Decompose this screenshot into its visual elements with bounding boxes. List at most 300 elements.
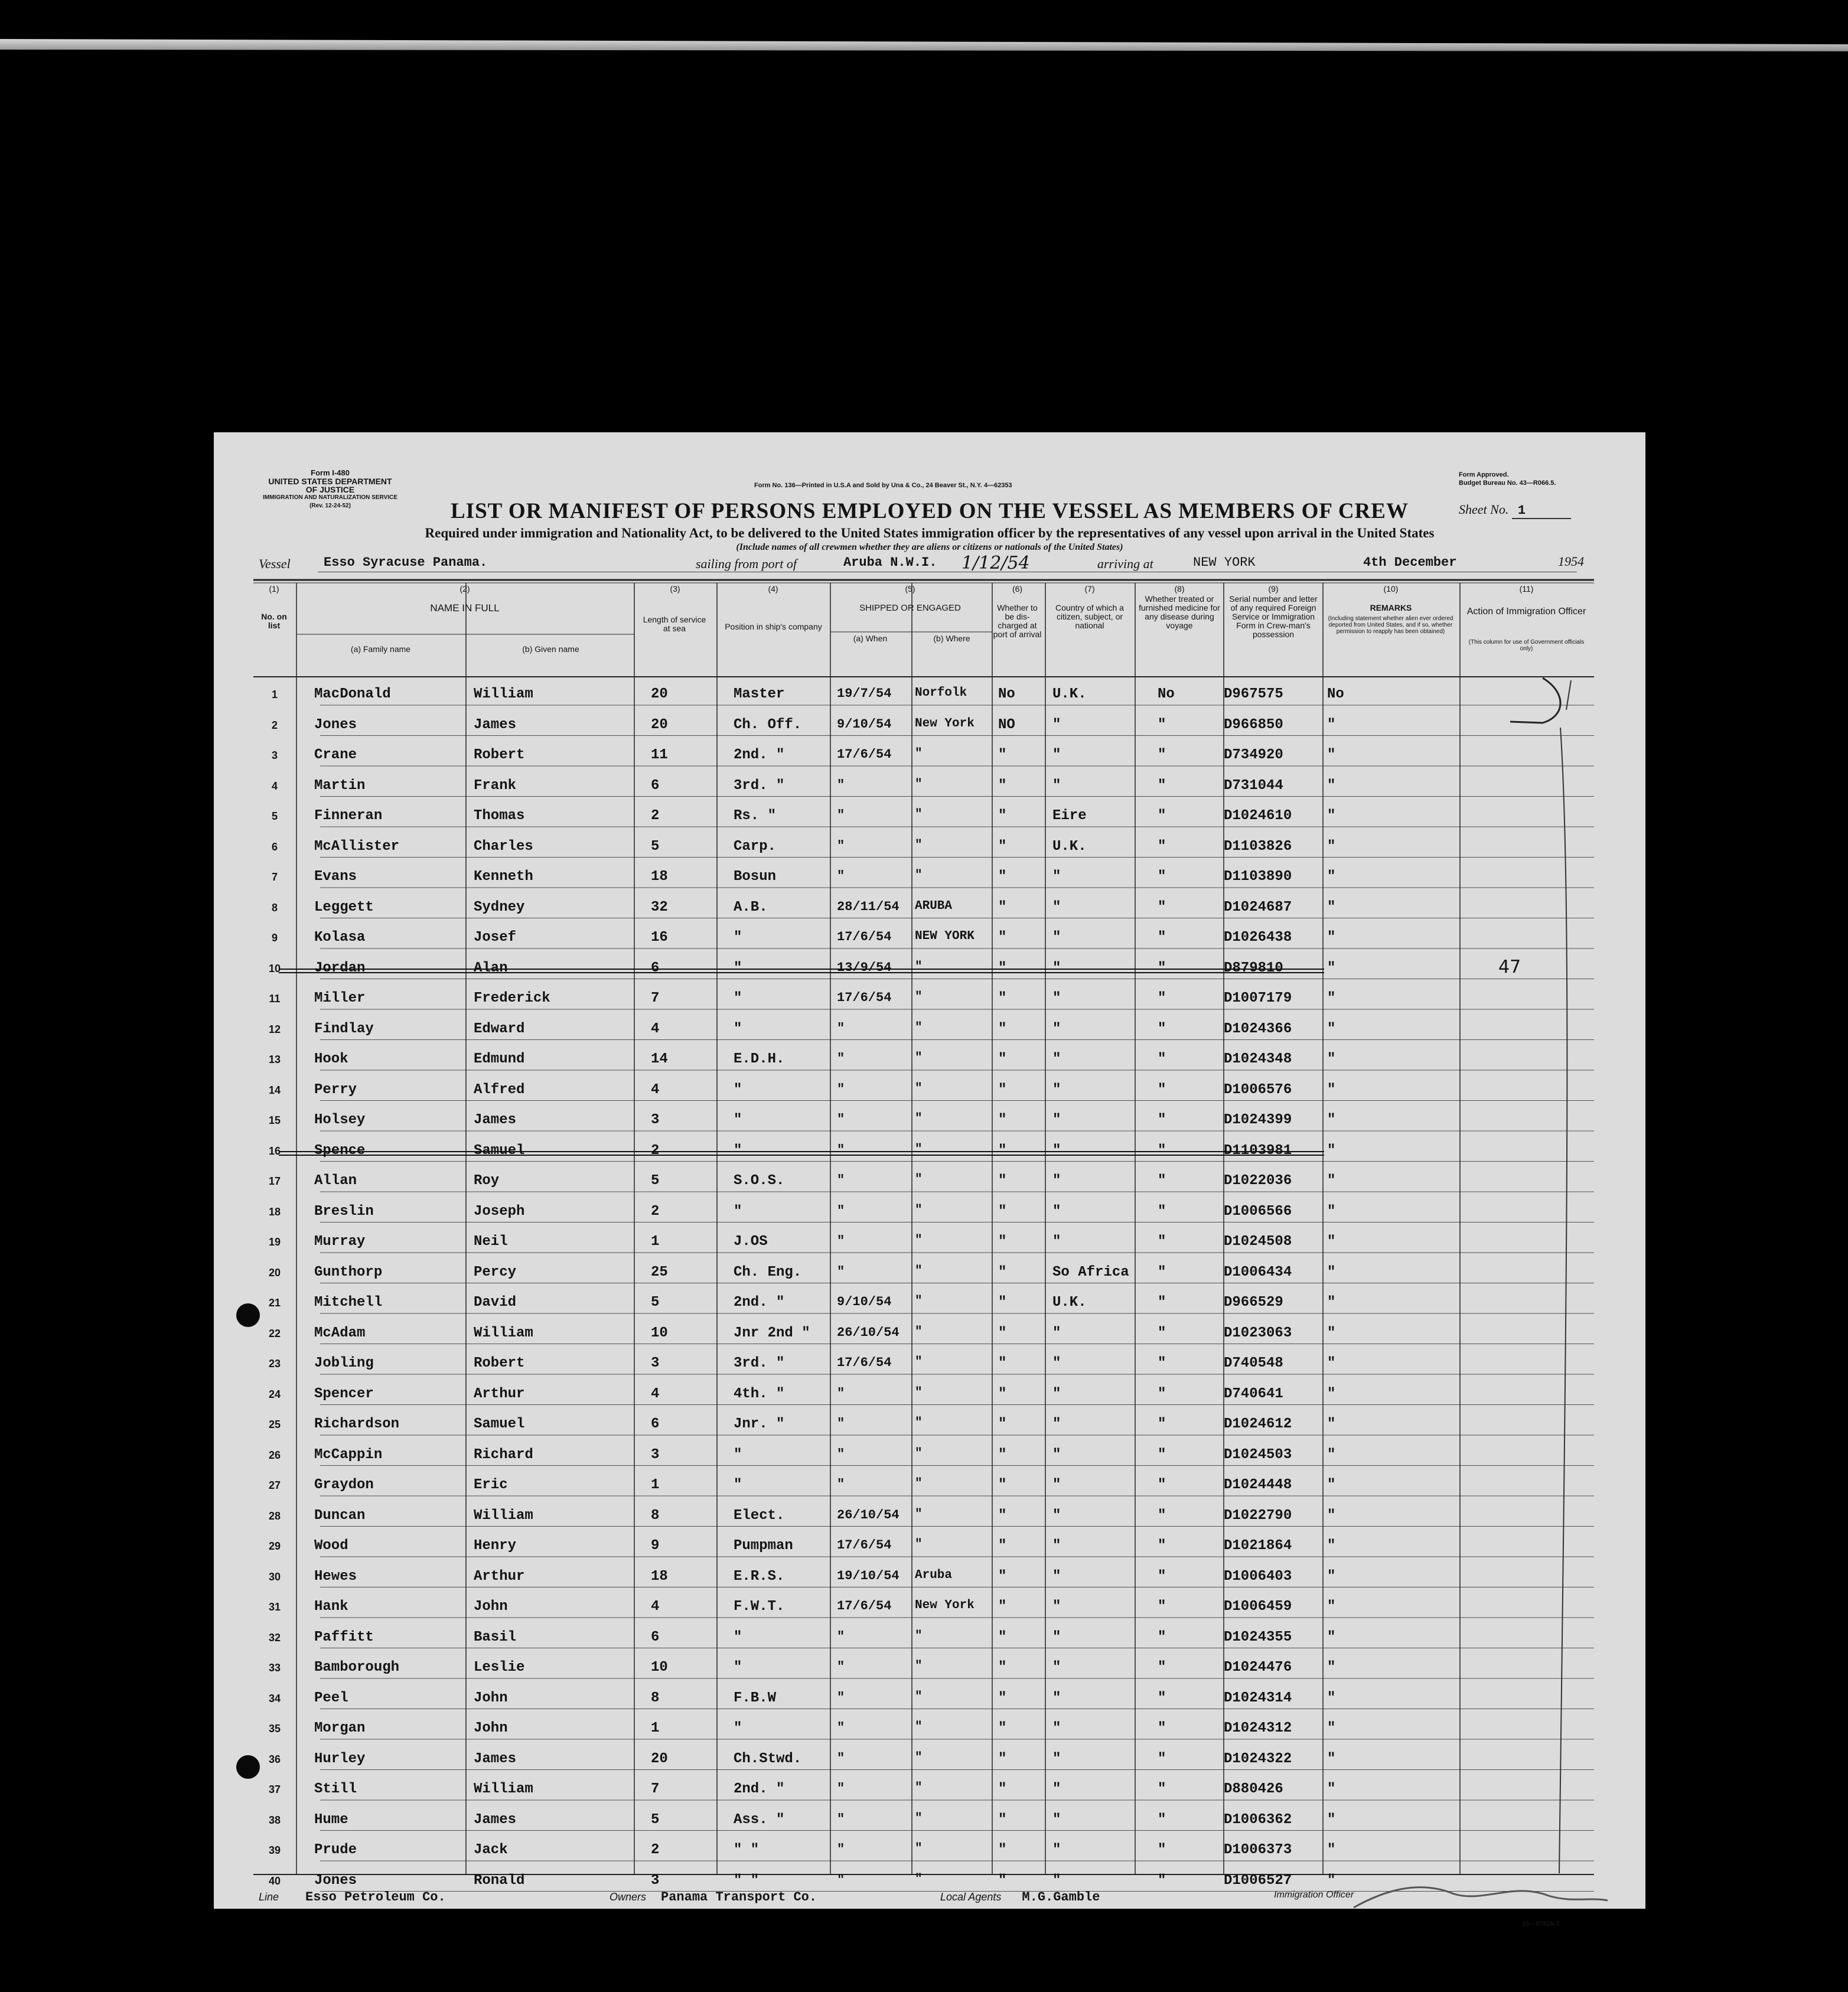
cell-ctry: " <box>1052 1538 1061 1554</box>
col-num-1: (1) <box>269 584 279 594</box>
cell-when: " <box>837 808 845 823</box>
cell-where: " <box>915 1507 923 1521</box>
cell-rem: " <box>1327 899 1336 915</box>
cell-fam: Murray <box>314 1234 366 1250</box>
cell-dis: " <box>998 1325 1007 1341</box>
cell-pos: " <box>734 1629 742 1645</box>
cell-med: " <box>1158 1477 1166 1493</box>
cell-med: " <box>1158 777 1166 794</box>
cell-ctry: " <box>1052 930 1061 946</box>
row-number: 37 <box>268 1784 281 1795</box>
cell-med: " <box>1158 990 1166 1006</box>
row-number: 4 <box>271 780 278 792</box>
row-number: 5 <box>271 810 278 822</box>
cell-pos: 3rd. " <box>734 777 785 794</box>
cell-ser: D1022790 <box>1224 1507 1292 1524</box>
col-head-action: Action of Immigration Officer <box>1466 607 1586 617</box>
row-number: 30 <box>268 1570 281 1583</box>
cell-pos: " <box>734 1446 742 1463</box>
cell-where: " <box>915 1385 923 1400</box>
row-number: 36 <box>268 1753 281 1765</box>
cell-len: 20 <box>651 716 668 733</box>
cell-fam: McAdam <box>314 1325 366 1341</box>
col-head-where: (b) Where <box>933 634 970 643</box>
cell-dis: " <box>998 1568 1007 1585</box>
row-number: 39 <box>268 1844 281 1856</box>
cell-dis: " <box>998 1264 1007 1280</box>
cell-fam: Hook <box>314 1051 348 1067</box>
cell-rem: " <box>1327 1629 1336 1645</box>
cell-ctry: " <box>1052 1477 1061 1493</box>
cell-giv: Arthur <box>474 1568 525 1585</box>
col-num-2: (2) <box>459 584 470 594</box>
cell-pos: Pumpman <box>734 1538 793 1554</box>
cell-when: " <box>837 1629 845 1644</box>
col-num-9: (9) <box>1268 584 1279 594</box>
printer-line: Form No. 136—Printed in U.S.A and Sold by Una & Co., 24 Beaver St., N.Y. 4—62353 <box>754 482 1012 489</box>
cell-ser: D966850 <box>1224 716 1283 733</box>
cell-giv: Arthur <box>474 1385 525 1402</box>
cell-dis: " <box>998 1538 1007 1554</box>
cell-giv: Sydney <box>474 899 525 915</box>
cell-dis: " <box>998 747 1007 763</box>
cell-giv: William <box>474 686 533 702</box>
cell-fam: Wood <box>314 1538 348 1554</box>
row-number: 22 <box>268 1327 281 1339</box>
row-number: 1 <box>271 689 278 700</box>
cell-ctry: " <box>1052 1720 1061 1736</box>
cell-rem: " <box>1327 1507 1336 1524</box>
cell-dis: " <box>998 1599 1007 1615</box>
cell-dis: " <box>998 1811 1007 1828</box>
cell-giv: Henry <box>474 1538 517 1554</box>
cell-ctry: " <box>1052 1081 1061 1098</box>
cell-where: " <box>915 1781 923 1795</box>
cell-ctry: " <box>1052 1842 1061 1858</box>
cell-when: 17/6/54 <box>837 747 892 762</box>
cell-rem: " <box>1327 1385 1336 1402</box>
cell-pos: " <box>734 960 742 976</box>
col-head-medicine: Whether treated or furnished medicine for any disease during voyage <box>1139 594 1220 630</box>
cell-fam: Hurley <box>314 1750 366 1767</box>
cell-dis: " <box>998 1081 1007 1098</box>
sailing-port: Aruba N.W.I. <box>843 555 937 570</box>
cell-ctry: U.K. <box>1052 686 1087 702</box>
col-head-name: NAME IN FULL <box>430 602 500 614</box>
cell-dis: " <box>998 930 1007 946</box>
cell-rem: " <box>1327 1264 1336 1280</box>
cell-giv: William <box>474 1507 533 1524</box>
cell-rem: " <box>1327 1842 1336 1858</box>
cell-fam: Jones <box>314 1872 357 1889</box>
cell-when: 17/6/54 <box>837 930 892 944</box>
footer-officer <box>1274 1890 1354 1900</box>
cell-dis: " <box>998 869 1007 885</box>
cell-len: 7 <box>651 1781 660 1797</box>
line-value: Esso Petroleum Co. <box>305 1890 446 1905</box>
cell-rem: " <box>1327 930 1336 946</box>
cell-rem: " <box>1327 1051 1336 1067</box>
cell-rem: " <box>1327 1416 1336 1432</box>
service: IMMIGRATION AND NATURALIZATION SERVICE <box>263 494 397 501</box>
cell-ser: D1006576 <box>1224 1081 1292 1098</box>
cell-pos: Carp. <box>734 838 777 855</box>
col-head-country: Country of which a citizen, subject, or national <box>1055 603 1124 630</box>
cell-giv: Jack <box>474 1842 508 1858</box>
row-number: 16 <box>268 1145 281 1157</box>
cell-where: " <box>915 1811 923 1825</box>
cell-pos: Ass. " <box>734 1811 785 1828</box>
col-head-given: (b) Given name <box>522 644 579 654</box>
cell-rem: " <box>1327 1112 1336 1128</box>
cell-where: Aruba <box>915 1568 953 1582</box>
cell-ctry: Eire <box>1052 808 1087 824</box>
cell-ser: D1006566 <box>1224 1203 1292 1220</box>
cell-dis: " <box>998 808 1007 824</box>
row-number: 23 <box>268 1358 281 1370</box>
cell-ser: D1024612 <box>1224 1416 1292 1432</box>
cell-when: 28/11/54 <box>837 899 899 914</box>
cell-pos: A.B. <box>734 899 768 915</box>
col-head-remarks-note: (Including statement whether alien ever ordered deported from United States, and if so, whether permission to reapply has been obtained) <box>1328 615 1453 635</box>
cell-ser: D1006362 <box>1224 1811 1292 1828</box>
crew-manifest-sheet <box>214 432 1645 1928</box>
cell-where: " <box>915 777 923 791</box>
cell-ctry: " <box>1052 1446 1061 1463</box>
cell-ser: D1024399 <box>1224 1112 1292 1128</box>
cell-pos: Bosun <box>734 869 777 885</box>
cell-ctry: " <box>1052 1750 1061 1767</box>
cell-rem: " <box>1327 808 1336 824</box>
row-number: 40 <box>268 1874 281 1887</box>
cell-when: 9/10/54 <box>837 716 892 732</box>
cell-where: " <box>915 1750 923 1765</box>
cell-dis: " <box>998 1416 1007 1432</box>
cell-len: 4 <box>651 1385 660 1402</box>
cell-len: 8 <box>651 1507 660 1524</box>
cell-med: " <box>1158 1599 1166 1615</box>
cell-pos: 2nd. " <box>734 747 785 763</box>
cell-fam: Holsey <box>314 1112 366 1128</box>
cell-where: " <box>915 1264 923 1278</box>
cell-dis: NO <box>998 716 1015 733</box>
cell-rem: " <box>1327 777 1336 794</box>
row-number: 31 <box>268 1601 281 1613</box>
cell-med: " <box>1158 1660 1166 1675</box>
cell-ser: D731044 <box>1224 777 1283 794</box>
cell-fam: Jobling <box>314 1355 374 1371</box>
cell-fam: Graydon <box>314 1477 374 1493</box>
budget-bureau: Budget Bureau No. 43—R066.5. <box>1459 480 1556 487</box>
cell-med: " <box>1158 747 1166 763</box>
cell-fam: Hume <box>314 1811 348 1828</box>
cell-med: " <box>1158 1234 1166 1250</box>
cell-fam: Jones <box>314 716 357 733</box>
cell-len: 4 <box>651 1599 660 1615</box>
cell-pos: S.O.S. <box>734 1173 785 1189</box>
cell-rem: " <box>1327 1781 1336 1797</box>
cell-fam: Jordan <box>314 960 366 976</box>
row-number: 25 <box>268 1419 281 1430</box>
cell-where: " <box>915 1203 923 1217</box>
footer-line <box>259 1890 446 1905</box>
officer-signature <box>1354 1887 1608 1908</box>
footer-owners <box>610 1890 817 1905</box>
cell-where: " <box>915 1842 923 1856</box>
cell-med: " <box>1158 1507 1166 1524</box>
cell-pos: Ch. Eng. <box>734 1264 802 1280</box>
cell-giv: Percy <box>474 1264 517 1280</box>
cell-rem: " <box>1327 1142 1336 1159</box>
cell-giv: Neil <box>474 1234 508 1250</box>
cell-dis: " <box>998 1629 1007 1645</box>
cell-where: " <box>915 747 923 761</box>
cell-ctry: " <box>1052 1872 1061 1889</box>
cell-giv: Kenneth <box>474 869 533 885</box>
cell-ser: D1024503 <box>1224 1446 1292 1463</box>
cell-dis: " <box>998 1720 1007 1736</box>
cell-ser: D1021864 <box>1224 1538 1292 1554</box>
cell-when: " <box>837 1720 845 1735</box>
cell-dis: " <box>998 777 1007 794</box>
row-number: 13 <box>268 1054 281 1065</box>
cell-len: 5 <box>651 1295 660 1310</box>
cell-len: 32 <box>651 899 668 915</box>
cell-med: " <box>1158 1112 1166 1128</box>
cell-ctry: " <box>1052 747 1061 763</box>
cell-ser: D1024448 <box>1224 1477 1292 1493</box>
cell-len: 14 <box>651 1051 668 1067</box>
cell-when: " <box>837 1781 845 1796</box>
col-head-action-note: (This column for use of Government officials only) <box>1468 639 1585 652</box>
cell-len: 10 <box>651 1325 668 1341</box>
cell-where: " <box>915 1295 923 1308</box>
row-number: 21 <box>268 1297 281 1309</box>
cell-where: " <box>915 1112 923 1126</box>
cell-fam: Still <box>314 1781 357 1797</box>
col-head-no: No. on list <box>261 612 287 630</box>
cell-pos: " <box>734 1477 742 1493</box>
cell-ctry: " <box>1052 1416 1061 1432</box>
cell-len: 3 <box>651 1872 660 1889</box>
cell-ser: D1024610 <box>1224 808 1292 824</box>
cell-ser: D1006434 <box>1224 1264 1292 1280</box>
row-number: 7 <box>271 871 278 883</box>
cell-ctry: " <box>1052 777 1061 794</box>
cell-dis: " <box>998 838 1007 855</box>
cell-med: " <box>1158 1295 1166 1310</box>
row-number: 20 <box>268 1266 281 1279</box>
cell-ctry: So Africa <box>1052 1264 1129 1280</box>
cell-med: " <box>1158 1750 1166 1767</box>
cell-med: " <box>1158 1720 1166 1736</box>
cell-len: 20 <box>651 686 668 702</box>
footer-code: 16—67828-1 <box>1522 1921 1560 1928</box>
cell-med: No <box>1158 686 1175 702</box>
cell-len: 3 <box>651 1446 660 1463</box>
cell-fam: Spence <box>314 1142 366 1159</box>
cell-dis: " <box>998 1112 1007 1128</box>
cell-when: 17/6/54 <box>837 990 892 1005</box>
cell-giv: Robert <box>474 747 525 763</box>
cell-rem: " <box>1327 1660 1336 1675</box>
cell-pos: Rs. " <box>734 808 777 824</box>
sheet-number: 1 <box>1512 503 1571 519</box>
cell-rem: " <box>1327 1720 1336 1736</box>
cell-ctry: U.K. <box>1052 1295 1087 1310</box>
cell-med: " <box>1158 899 1166 915</box>
cell-when: 17/6/54 <box>837 1538 892 1553</box>
col-num-7: (7) <box>1084 584 1095 594</box>
cell-where: " <box>915 1325 923 1339</box>
cell-ser: D1024312 <box>1224 1720 1292 1736</box>
cell-where: " <box>915 1872 923 1886</box>
cell-when: " <box>837 1811 845 1827</box>
col-head-length: Length of service at sea <box>643 615 706 633</box>
col-num-11: (11) <box>1519 584 1534 594</box>
row-number: 10 <box>268 962 281 974</box>
cell-pos: " <box>734 1720 742 1736</box>
cell-dis: " <box>998 1872 1007 1889</box>
cell-pos: 2nd. " <box>734 1781 785 1797</box>
cell-giv: Charles <box>474 838 533 855</box>
cell-len: 5 <box>651 838 660 855</box>
cell-ctry: " <box>1052 1173 1061 1189</box>
action-bracket-mark <box>1510 678 1560 723</box>
cell-dis: " <box>998 1385 1007 1402</box>
cell-dis: " <box>998 990 1007 1006</box>
cell-len: 8 <box>651 1690 660 1706</box>
cell-ctry: " <box>1052 1660 1061 1675</box>
cell-fam: MacDonald <box>314 686 391 702</box>
line-label: Line <box>259 1891 279 1903</box>
cell-len: 16 <box>651 930 668 946</box>
cell-pos: 3rd. " <box>734 1355 785 1371</box>
row-number: 32 <box>268 1631 281 1644</box>
row-number: 35 <box>268 1723 281 1735</box>
cell-when: " <box>837 1112 845 1127</box>
cell-dis: " <box>998 1021 1007 1037</box>
col-num-3: (3) <box>670 584 680 594</box>
cell-med: " <box>1158 1021 1166 1037</box>
cell-len: 18 <box>651 869 668 885</box>
cell-giv: James <box>474 1112 517 1128</box>
cell-fam: Crane <box>314 747 357 763</box>
row-number: 18 <box>268 1205 281 1218</box>
cell-len: 6 <box>651 960 660 976</box>
cell-pos: Ch. Off. <box>734 716 802 733</box>
cell-dis: " <box>998 1203 1007 1220</box>
cell-rem: " <box>1327 1173 1336 1189</box>
cell-rem: " <box>1327 1295 1336 1310</box>
cell-when: " <box>837 1842 845 1857</box>
cell-pos: " <box>734 1021 742 1037</box>
cell-where: " <box>915 1234 923 1247</box>
cell-where: " <box>915 1690 923 1704</box>
cell-fam: Bamborough <box>314 1660 400 1675</box>
row-number: 19 <box>268 1236 281 1248</box>
document-subtitle: Required under immigration and Nationality Act, to be delivered to the United States immigration officer by the representatives of any vessel upon arrival in the United States <box>425 526 1435 540</box>
cell-pos: " <box>734 1660 742 1675</box>
cell-dis: " <box>998 1446 1007 1463</box>
vessel-name: Esso Syracuse Panama. <box>324 555 488 570</box>
cell-fam: Paffitt <box>314 1629 374 1645</box>
row-number: 24 <box>268 1388 281 1400</box>
row-number: 38 <box>268 1814 281 1826</box>
cell-where: NEW YORK <box>915 930 974 943</box>
cell-when: 17/6/54 <box>837 1599 892 1613</box>
cell-when: 9/10/54 <box>837 1295 892 1309</box>
cell-med: " <box>1158 1872 1166 1889</box>
cell-rem: " <box>1327 1690 1336 1706</box>
sheet-label: Sheet No. <box>1459 502 1509 517</box>
cell-med: " <box>1158 1051 1166 1067</box>
cell-where: " <box>915 838 923 852</box>
cell-fam: Allan <box>314 1173 357 1189</box>
cell-rem: No <box>1327 686 1344 702</box>
cell-fam: Mitchell <box>314 1295 383 1310</box>
cell-rem: " <box>1327 1872 1336 1889</box>
cell-ctry: " <box>1052 1142 1061 1159</box>
cell-where: ARUBA <box>915 899 953 913</box>
cell-ser: D1022036 <box>1224 1173 1292 1189</box>
handwritten-marks <box>214 432 1645 1909</box>
cell-med: " <box>1158 1203 1166 1220</box>
cell-where: " <box>915 1416 923 1430</box>
cell-ctry: " <box>1052 1629 1061 1645</box>
cell-when: " <box>837 869 845 883</box>
col-num-4: (4) <box>768 584 778 594</box>
cell-len: 11 <box>651 747 668 763</box>
cell-when: " <box>837 1750 845 1766</box>
col-head-family: (a) Family name <box>350 644 411 654</box>
cell-rem: " <box>1327 1750 1336 1767</box>
cell-med: " <box>1158 1142 1166 1159</box>
cell-ser: D1026438 <box>1224 930 1292 946</box>
cell-len: 4 <box>651 1021 660 1037</box>
cell-when: " <box>837 1051 845 1066</box>
cell-fam: Morgan <box>314 1720 366 1736</box>
cell-rem: " <box>1327 990 1336 1006</box>
cell-when: " <box>837 1385 845 1401</box>
arriving-label: arriving at <box>1097 556 1153 571</box>
cell-med: " <box>1158 1325 1166 1341</box>
col-num-5: (5) <box>905 584 915 594</box>
cell-where: " <box>915 869 923 882</box>
cell-ser: D734920 <box>1224 747 1283 763</box>
cell-where: New York <box>915 1599 974 1612</box>
cell-giv: Samuel <box>474 1416 525 1432</box>
cell-ser: D1006403 <box>1224 1568 1292 1585</box>
row-number: 6 <box>271 840 278 853</box>
cell-ser: D1103826 <box>1224 838 1292 855</box>
cell-fam: Martin <box>314 777 366 794</box>
cell-where: " <box>915 1355 923 1369</box>
cell-ser: D740548 <box>1224 1355 1283 1371</box>
row-number: 15 <box>268 1114 281 1126</box>
cell-len: 6 <box>651 1629 660 1645</box>
cell-fam: Kolasa <box>314 930 366 946</box>
cell-med: " <box>1158 1446 1166 1463</box>
cell-pos: Elect. <box>734 1507 785 1524</box>
col-num-6: (6) <box>1012 584 1023 594</box>
cell-fam: Findlay <box>314 1021 374 1037</box>
cell-where: " <box>915 1660 923 1673</box>
cell-giv: John <box>474 1599 508 1615</box>
cell-when: " <box>837 1264 845 1279</box>
cell-giv: Richard <box>474 1446 533 1463</box>
cell-ctry: " <box>1052 899 1061 915</box>
